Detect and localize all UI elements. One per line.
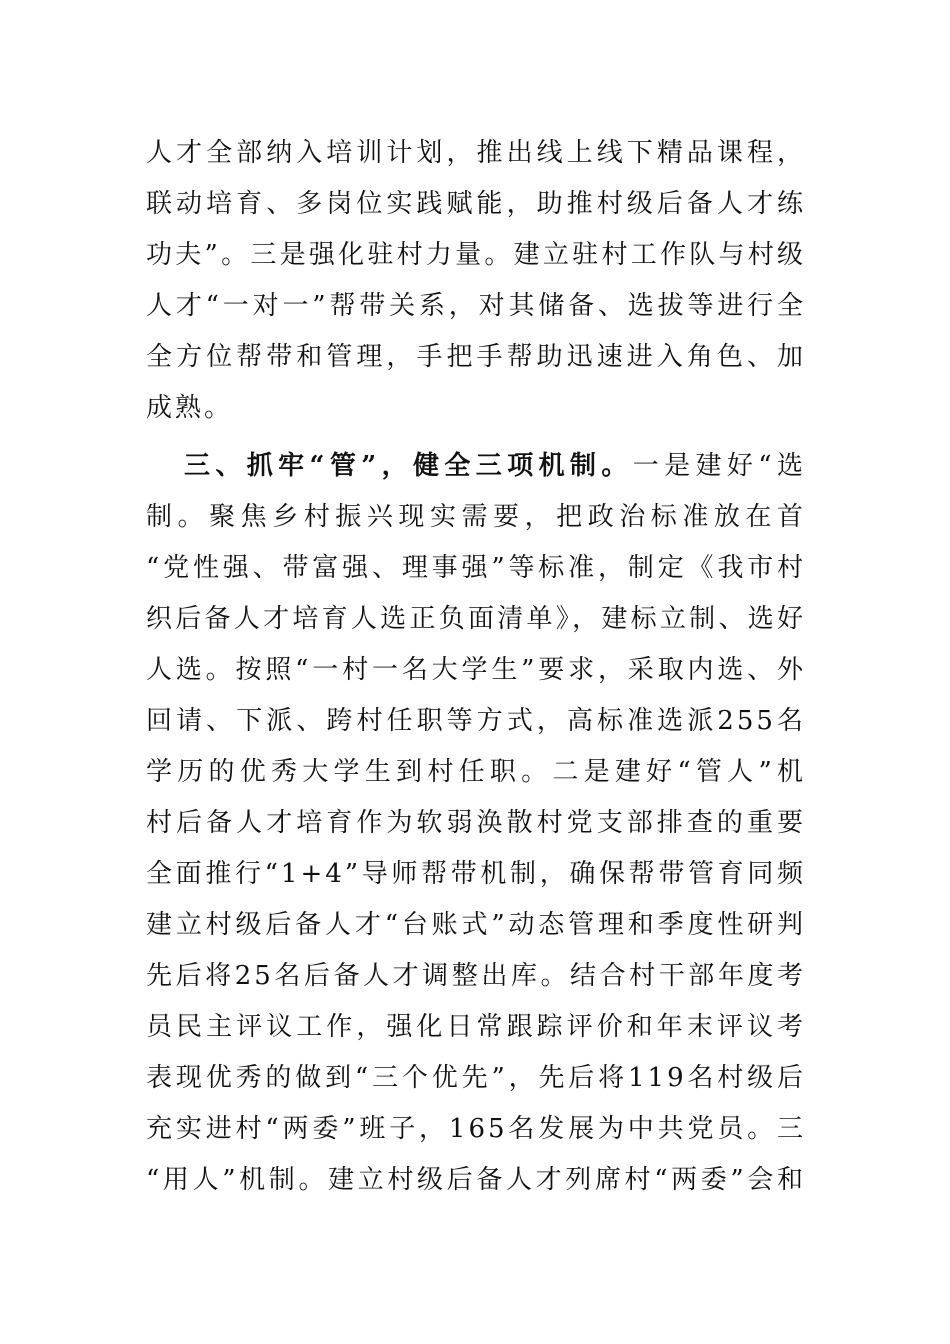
text-line: 学历的优秀大学生到村任职。二是建好“管人”机	[146, 757, 806, 787]
text-line: 功夫”。三是强化驻村力量。建立驻村工作队与村级	[146, 240, 806, 270]
text-line: 制。聚焦乡村振兴现实需要，把政治标准放在首	[146, 502, 806, 532]
text-line: 全方位帮带和管理，手把手帮助迅速进入角色、加	[146, 342, 806, 372]
text-line: 人才“一对一”帮带关系，对其储备、选拔等进行全	[146, 291, 806, 321]
text-line: 全面推行“1+4”导师帮带机制，确保帮带管育同频	[146, 859, 806, 889]
text-line: 回请、下派、跨村任职等方式，高标准选派255名	[146, 706, 806, 736]
text-line: 员民主评议工作，强化日常跟踪评价和年末评议考	[146, 1012, 806, 1042]
paragraph-3	[146, 441, 806, 1257]
text-line: 联动培育、多岗位实践赋能，助推村级后备人才练	[146, 189, 806, 219]
text-line	[146, 441, 806, 492]
text-line: “用人”机制。建立村级后备人才列席村“两委”会和	[146, 1165, 806, 1195]
text-line: 人才全部纳入培训计划，推出线上线下精品课程，	[146, 138, 806, 168]
text-line	[146, 1206, 806, 1257]
text-line: 村后备人才培育作为软弱涣散村党支部排查的重要	[146, 808, 806, 838]
text-line: “党性强、带富强、理事强”等标准，制定《我市村	[146, 553, 806, 583]
section-heading: 三、抓牢“管”，健全三项机制。	[184, 451, 633, 481]
text-run: 一是建好“选	[632, 451, 806, 481]
text-line: 人选。按照“一村一名大学生”要求，采取内选、外	[146, 655, 806, 685]
text-line: 成熟。	[146, 393, 234, 423]
text-line: 充实进村“两委”班子，165名发展为中共党员。三	[146, 1114, 806, 1144]
text-line: 先后将25名后备人才调整出库。结合村干部年度考	[146, 961, 806, 991]
text-line: 织后备人才培育人选正负面清单》，建标立制、选好	[146, 604, 806, 634]
text-line: 表现优秀的做到“三个优先”，先后将119名村级后	[146, 1063, 806, 1093]
paragraph-2-continued	[146, 128, 806, 434]
text-line: 建立村级后备人才“台账式”动态管理和季度性研判	[146, 910, 806, 940]
